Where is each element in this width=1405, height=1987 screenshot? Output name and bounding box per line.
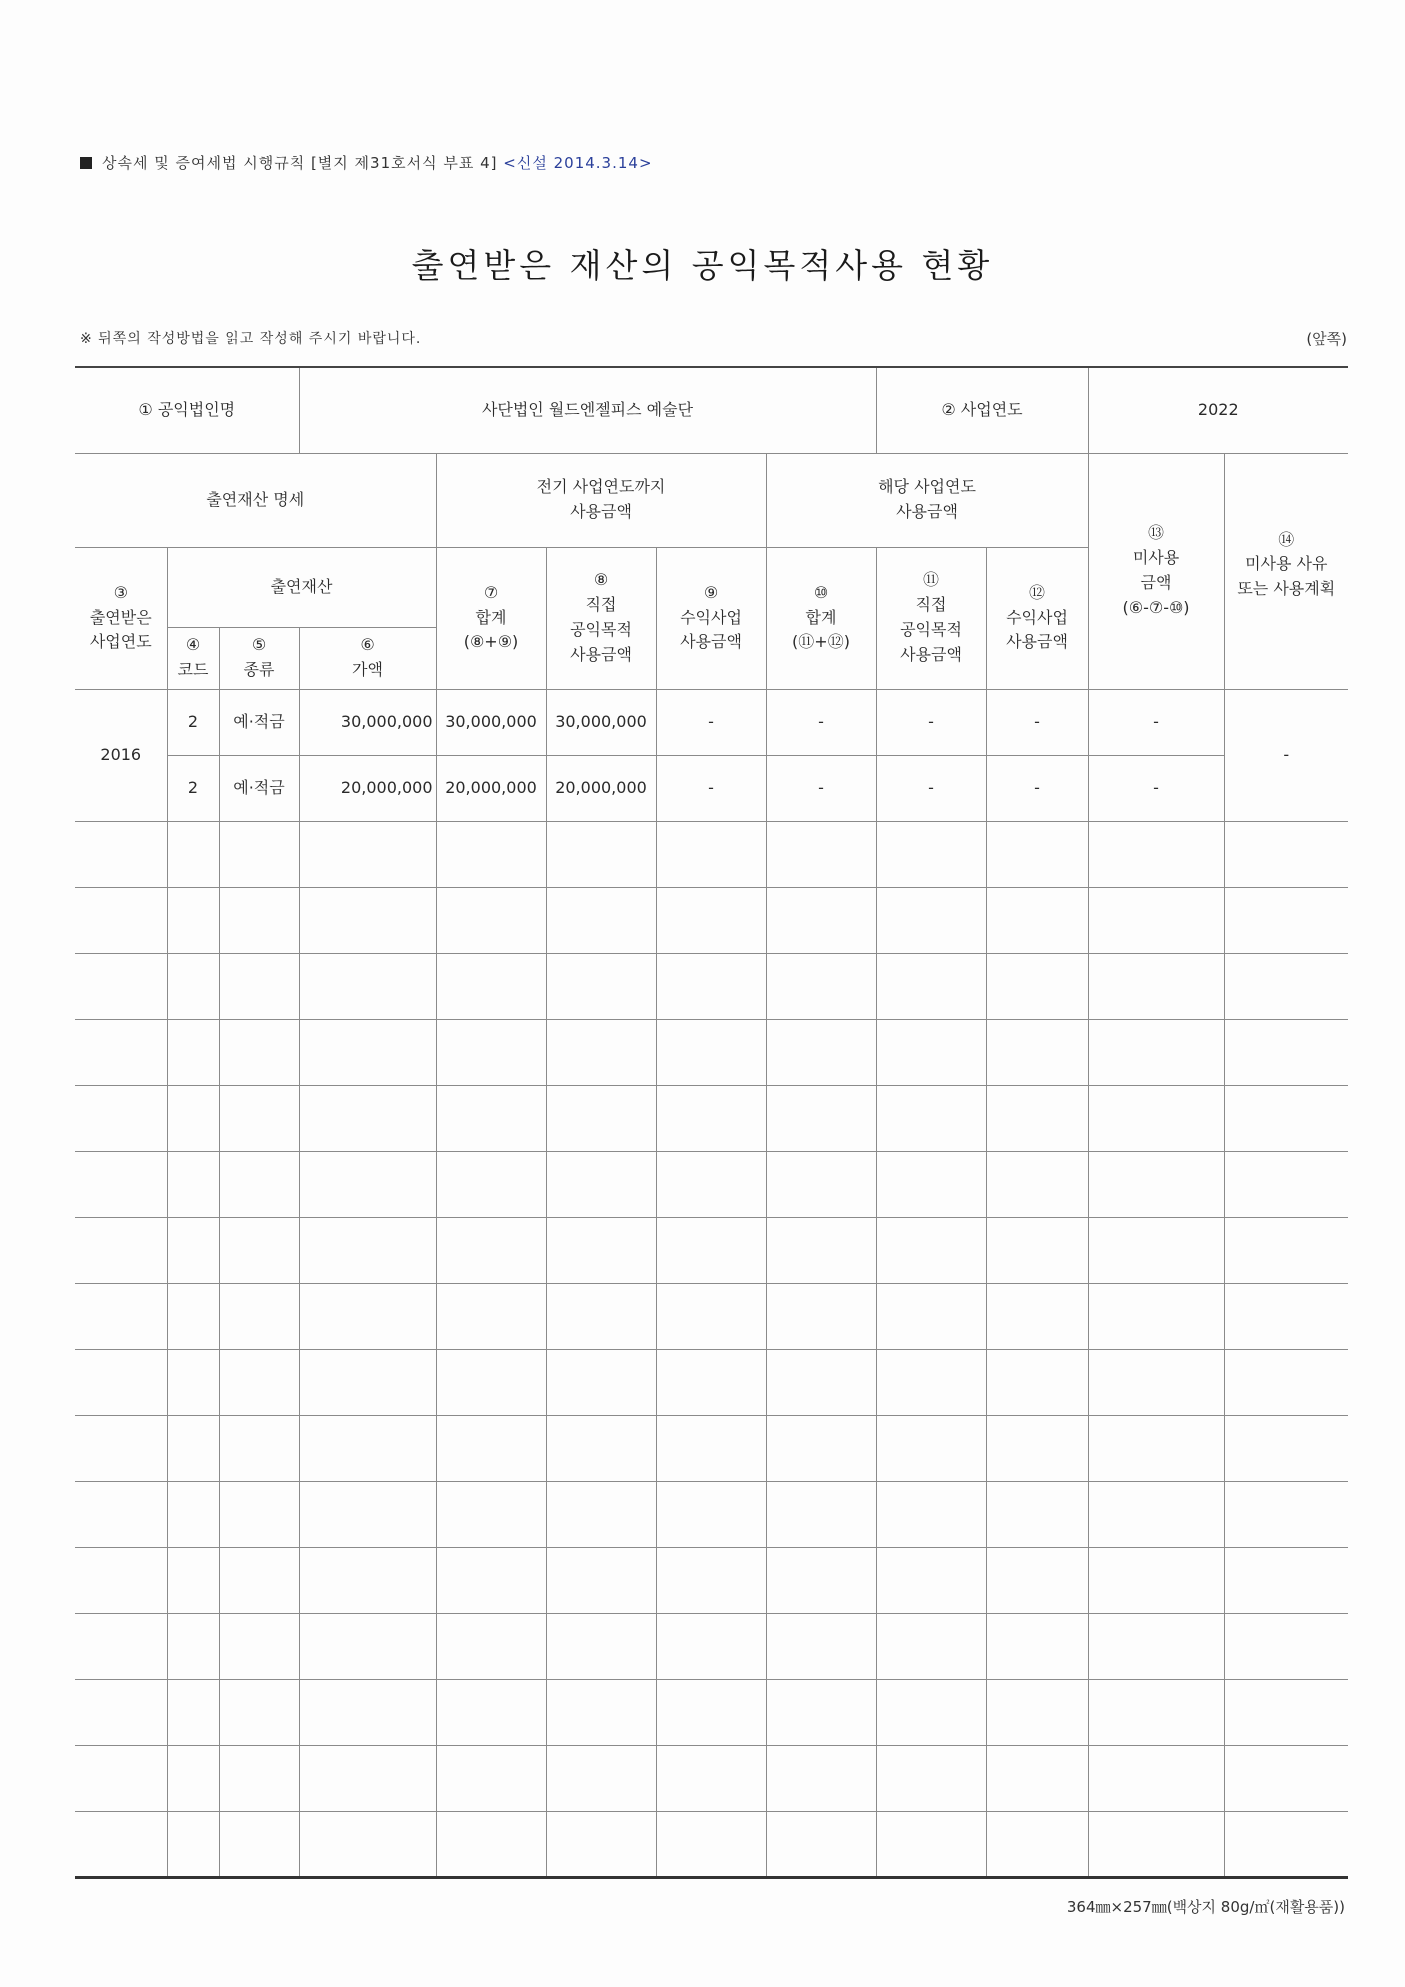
empty-cell [766,1217,876,1283]
empty-cell [436,1613,546,1679]
empty-cell [75,1019,167,1085]
empty-table-row [75,1811,1348,1877]
empty-cell [436,1415,546,1481]
empty-cell [299,1547,436,1613]
empty-cell [1224,1283,1348,1349]
empty-cell [167,1349,219,1415]
empty-cell [219,1415,299,1481]
curr-direct-cell: - [876,689,986,755]
empty-cell [219,887,299,953]
empty-cell [167,1679,219,1745]
empty-cell [1088,1019,1224,1085]
empty-cell [766,1349,876,1415]
empty-cell [546,1547,656,1613]
empty-cell [656,1217,766,1283]
type-header: ⑤ 종류 [219,627,299,689]
fiscal-year-value: 2022 [1088,367,1348,453]
empty-cell [986,1217,1088,1283]
corp-name-label: ① 공익법인명 [75,367,299,453]
empty-cell [167,1613,219,1679]
empty-cell [1224,821,1348,887]
unused-amount-cell: - [1088,755,1224,821]
empty-cell [167,1481,219,1547]
empty-cell [986,821,1088,887]
empty-cell [766,1019,876,1085]
curr-direct-header: ⑪ 직접 공익목적 사용금액 [876,547,986,689]
empty-table-row [75,1217,1348,1283]
empty-cell [876,1283,986,1349]
empty-cell [766,821,876,887]
unused-amount-cell: - [1088,689,1224,755]
empty-cell [299,1811,436,1877]
empty-cell [219,1349,299,1415]
empty-cell [766,1547,876,1613]
empty-table-row [75,1613,1348,1679]
empty-cell [1224,1481,1348,1547]
empty-cell [546,1415,656,1481]
empty-cell [436,1151,546,1217]
empty-cell [1088,1415,1224,1481]
empty-cell [1088,1613,1224,1679]
empty-cell [75,1217,167,1283]
empty-cell [167,1085,219,1151]
empty-cell [986,1085,1088,1151]
curr-year-header: 해당 사업연도 사용금액 [766,453,1088,547]
empty-cell [1224,887,1348,953]
prev-total-cell: 30,000,000 [436,689,546,755]
empty-cell [656,1019,766,1085]
type-cell: 예·적금 [219,689,299,755]
empty-table-row [75,953,1348,1019]
empty-cell [299,1613,436,1679]
empty-cell [75,1745,167,1811]
type-cell: 예·적금 [219,755,299,821]
empty-cell [546,1349,656,1415]
empty-cell [766,1811,876,1877]
empty-cell [986,1679,1088,1745]
empty-cell [986,1415,1088,1481]
prev-total-header: ⑦ 합계 (⑧+⑨) [436,547,546,689]
form-reference [80,152,653,173]
empty-cell [167,1019,219,1085]
empty-cell [766,1151,876,1217]
empty-cell [876,1811,986,1877]
empty-cell [986,1349,1088,1415]
empty-cell [546,953,656,1019]
empty-cell [436,953,546,1019]
empty-cell [436,1019,546,1085]
empty-cell [766,1745,876,1811]
empty-cell [75,887,167,953]
empty-cell [436,1283,546,1349]
empty-cell [876,1085,986,1151]
empty-cell [656,1151,766,1217]
empty-cell [75,1679,167,1745]
square-bullet-icon [80,157,92,169]
empty-cell [656,1679,766,1745]
empty-cell [436,887,546,953]
empty-cell [1088,1349,1224,1415]
unused-reason-header: ⑭ 미사용 사유 또는 사용계획 [1224,453,1348,689]
empty-cell [546,1151,656,1217]
empty-cell [219,1481,299,1547]
empty-cell [986,1019,1088,1085]
empty-cell [766,887,876,953]
empty-table-row [75,821,1348,887]
curr-revenue-cell: - [986,755,1088,821]
empty-table-row [75,1085,1348,1151]
page-title: 출연받은 재산의 공익목적사용 현황 [411,246,994,285]
empty-table-row [75,1679,1348,1745]
curr-total-header: ⑩ 합계 (⑪+⑫) [766,547,876,689]
empty-cell [876,1613,986,1679]
empty-cell [1224,1151,1348,1217]
empty-cell [75,1481,167,1547]
empty-cell [299,1019,436,1085]
empty-cell [876,1547,986,1613]
empty-cell [656,1613,766,1679]
empty-table-row [75,1283,1348,1349]
empty-cell [219,821,299,887]
empty-table-row [75,1481,1348,1547]
empty-cell [299,821,436,887]
empty-cell [546,1019,656,1085]
empty-cell [656,821,766,887]
instruction-notice: ※ 뒤쪽의 작성방법을 읽고 작성해 주시기 바랍니다. [80,331,422,347]
code-header: ④ 코드 [167,627,219,689]
empty-cell [656,887,766,953]
empty-cell [436,1745,546,1811]
curr-direct-cell: - [876,755,986,821]
prev-year-header: 전기 사업연도까지 사용금액 [436,453,766,547]
empty-cell [75,1415,167,1481]
empty-cell [766,1481,876,1547]
prev-direct-cell: 30,000,000 [546,689,656,755]
empty-cell [656,1283,766,1349]
empty-cell [766,1613,876,1679]
value-cell: 30,000,000 [299,689,436,755]
empty-cell [219,1679,299,1745]
empty-cell [656,1547,766,1613]
empty-cell [167,1217,219,1283]
prev-revenue-header: ⑨ 수익사업 사용금액 [656,547,766,689]
empty-cell [1224,1613,1348,1679]
empty-cell [1224,1217,1348,1283]
code-cell: 2 [167,755,219,821]
empty-cell [986,1547,1088,1613]
empty-cell [766,953,876,1019]
empty-cell [1088,887,1224,953]
empty-cell [986,887,1088,953]
empty-cell [219,1217,299,1283]
empty-cell [1224,1415,1348,1481]
empty-cell [75,953,167,1019]
empty-cell [1224,1547,1348,1613]
empty-table-row [75,1415,1348,1481]
empty-cell [986,1481,1088,1547]
empty-cell [656,953,766,1019]
empty-cell [656,1085,766,1151]
contrib-asset-header: 출연재산 [167,547,436,627]
empty-cell [167,1811,219,1877]
empty-cell [1224,953,1348,1019]
empty-table-row [75,1745,1348,1811]
prev-total-cell: 20,000,000 [436,755,546,821]
empty-cell [546,1613,656,1679]
empty-cell [436,1481,546,1547]
prev-revenue-cell: - [656,689,766,755]
empty-cell [75,1811,167,1877]
empty-cell [436,1349,546,1415]
empty-cell [546,887,656,953]
fiscal-year-label: ② 사업연도 [876,367,1088,453]
empty-cell [876,1745,986,1811]
empty-cell [1088,1283,1224,1349]
empty-cell [1088,1745,1224,1811]
empty-cell [75,1283,167,1349]
empty-cell [167,1547,219,1613]
empty-table-row [75,887,1348,953]
empty-cell [766,1283,876,1349]
empty-cell [219,1019,299,1085]
prev-revenue-cell: - [656,755,766,821]
empty-cell [1224,1679,1348,1745]
usage-table [75,366,1348,1879]
empty-cell [219,1613,299,1679]
empty-cell [986,1745,1088,1811]
empty-cell [167,1151,219,1217]
contrib-year-cell: 2016 [75,689,167,821]
empty-cell [876,1349,986,1415]
empty-cell [656,1415,766,1481]
empty-table-row [75,1019,1348,1085]
empty-cell [299,1151,436,1217]
empty-cell [219,953,299,1019]
empty-cell [299,1679,436,1745]
empty-cell [876,1151,986,1217]
empty-cell [986,1811,1088,1877]
empty-cell [546,1679,656,1745]
empty-cell [546,821,656,887]
empty-cell [167,887,219,953]
curr-total-cell: - [766,755,876,821]
curr-total-cell: - [766,689,876,755]
empty-cell [766,1679,876,1745]
empty-cell [436,821,546,887]
law-reference: 상속세 및 증여세법 시행규칙 [별지 제31호서식 부표 4] [102,154,498,172]
empty-cell [167,821,219,887]
empty-cell [75,1085,167,1151]
empty-cell [436,1547,546,1613]
empty-cell [219,1151,299,1217]
empty-cell [299,1283,436,1349]
empty-cell [876,1679,986,1745]
empty-cell [167,1745,219,1811]
empty-cell [436,1085,546,1151]
value-header: ⑥ 가액 [299,627,436,689]
table-row [75,689,1348,755]
empty-cell [986,953,1088,1019]
empty-cell [766,1085,876,1151]
empty-cell [1088,1217,1224,1283]
amendment-note: <신설 2014.3.14> [503,154,653,172]
empty-table-row [75,1547,1348,1613]
empty-cell [546,1085,656,1151]
prev-direct-header: ⑧ 직접 공익목적 사용금액 [546,547,656,689]
empty-cell [1088,1151,1224,1217]
empty-cell [1224,1349,1348,1415]
empty-cell [299,1481,436,1547]
empty-cell [876,1415,986,1481]
empty-cell [656,1349,766,1415]
empty-cell [167,1283,219,1349]
empty-cell [1088,1679,1224,1745]
empty-cell [75,821,167,887]
empty-cell [299,1745,436,1811]
unused-amount-header: ⑬ 미사용 금액 (⑥-⑦-⑩) [1088,453,1224,689]
empty-cell [299,1349,436,1415]
empty-cell [986,1613,1088,1679]
empty-cell [876,1217,986,1283]
empty-cell [75,1349,167,1415]
empty-cell [546,1481,656,1547]
empty-cell [546,1745,656,1811]
empty-cell [219,1745,299,1811]
empty-cell [75,1151,167,1217]
empty-cell [876,821,986,887]
empty-cell [876,953,986,1019]
empty-cell [1088,953,1224,1019]
empty-cell [546,1283,656,1349]
code-cell: 2 [167,689,219,755]
empty-cell [299,953,436,1019]
empty-cell [656,1745,766,1811]
corp-name-value: 사단법인 월드엔젤피스 예술단 [299,367,876,453]
empty-cell [656,1481,766,1547]
empty-cell [1224,1745,1348,1811]
table-row [75,755,1348,821]
unused-reason-cell: - [1224,689,1348,821]
side-label: (앞쪽) [1306,330,1347,348]
contrib-year-header: ③ 출연받은 사업연도 [75,547,167,689]
empty-cell [219,1283,299,1349]
empty-cell [1088,1547,1224,1613]
empty-cell [436,1679,546,1745]
empty-table-row [75,1349,1348,1415]
empty-cell [167,1415,219,1481]
curr-revenue-header: ⑫ 수익사업 사용금액 [986,547,1088,689]
empty-cell [75,1547,167,1613]
empty-cell [436,1217,546,1283]
paper-spec: 364㎜×257㎜(백상지 80g/㎡(재활용품)) [1066,1898,1345,1916]
empty-cell [219,1811,299,1877]
empty-cell [1224,1811,1348,1877]
empty-cell [219,1085,299,1151]
empty-cell [167,953,219,1019]
empty-cell [656,1811,766,1877]
empty-cell [546,1217,656,1283]
empty-cell [986,1283,1088,1349]
empty-cell [1088,1481,1224,1547]
empty-cell [299,1415,436,1481]
empty-table-row [75,1151,1348,1217]
empty-cell [876,887,986,953]
empty-cell [876,1019,986,1085]
empty-cell [1224,1085,1348,1151]
empty-cell [546,1811,656,1877]
empty-cell [1088,821,1224,887]
empty-cell [1224,1019,1348,1085]
empty-cell [1088,1085,1224,1151]
prev-direct-cell: 20,000,000 [546,755,656,821]
empty-cell [299,1085,436,1151]
contrib-detail-header: 출연재산 명세 [75,453,436,547]
curr-revenue-cell: - [986,689,1088,755]
empty-cell [876,1481,986,1547]
empty-cell [75,1613,167,1679]
empty-cell [299,1217,436,1283]
empty-cell [766,1415,876,1481]
empty-cell [299,887,436,953]
empty-cell [986,1151,1088,1217]
empty-rows [75,821,1348,1877]
empty-cell [1088,1811,1224,1877]
value-cell: 20,000,000 [299,755,436,821]
empty-cell [436,1811,546,1877]
empty-cell [219,1547,299,1613]
